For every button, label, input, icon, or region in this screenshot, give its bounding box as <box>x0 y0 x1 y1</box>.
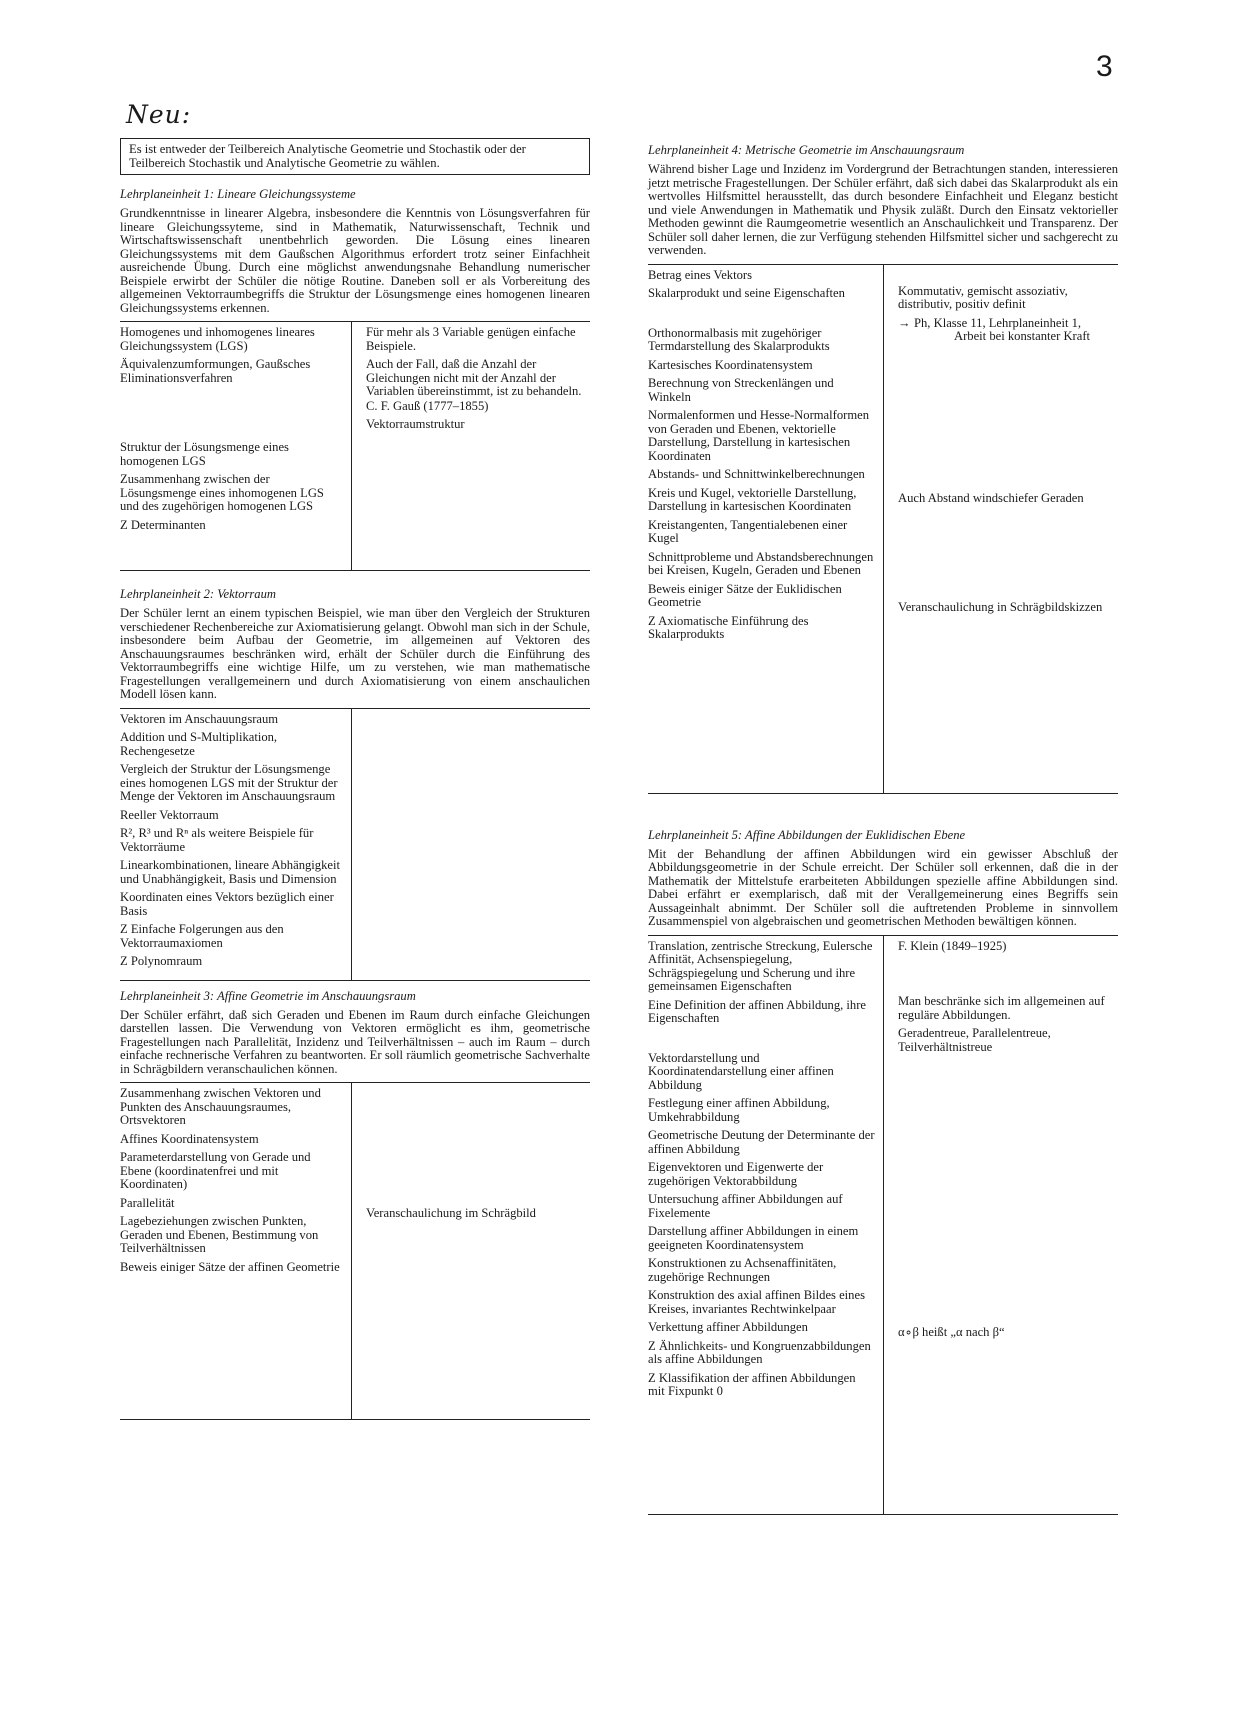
note-item: C. F. Gauß (1777–1855) <box>366 398 489 413</box>
list-item: R², R³ und Rⁿ als weitere Beispiele für Vektorräume <box>120 826 314 854</box>
list-item: Eine Definition der affinen Abbildung, ihre Eigenschaften <box>648 997 867 1025</box>
note-item: F. Klein (1849–1925) <box>898 938 1007 953</box>
list-item: Homogenes und inhomogenes lineares Gleichungssystem (LGS) <box>120 325 315 353</box>
list-item: Äquivalenzumformungen, Gaußsches Eliminationsverfahren <box>120 357 311 385</box>
content-column <box>120 1083 352 1419</box>
list-item: Lagebeziehungen zwischen Punkten, Geraden und Ebenen, Bestimmung von Teilverhältnissen <box>120 1214 319 1255</box>
notes-column <box>352 709 590 980</box>
list-item: Reeller Vektorraum <box>120 807 219 822</box>
list-item: Darstellung affiner Abbildungen in einem geeigneten Koordinatensystem <box>648 1224 859 1252</box>
unit-intro: Mit der Behandlung der affinen Abbildungen wird ein gewisser Abschluß der Abbildungsgeometrie in der Schule erreicht. Der Schüler soll erkennen, daß die in der Mathematik der Mittelstufe erarbeiteten Abbildungen spezielle affine Abbildungen sind. Dabei erfährt er exemplarisch, daß mit der Verallgemeinerung eines Begriffs sein Aussageinhalt abnimmt. Der Schüler soll die auftretenden Probleme in sinnvollem Zusammenspiel von algebraischen und geometrischen Methoden bewältigen können. <box>648 846 1118 928</box>
list-item: Geometrische Deutung der Determinante der affinen Abbildung <box>648 1128 875 1156</box>
list-item: Vektoren im Anschauungsraum <box>120 711 279 726</box>
list-item: Konstruktionen zu Achsenaffinitäten, zugehörige Rechnungen <box>648 1256 837 1284</box>
unit-intro: Grundkenntnisse in linearer Algebra, insbesondere die Kenntnis von Lösungsverfahren für lineare Gleichungssyteme, sind in Mathematik, Naturwissenschaft, Technik und Wirtschaftswissenschaft unentbehrlich geworden. Die Lösung eines linearen Gleichungssystems mit dem Gaußschen Algorithmus erfordert trotz seiner Einfachheit ausreichende Übung. Durch eine möglichst anwendungsnahe Behandlung numerischer Beispiele erwirbt der Schüler die nötige Routine. Daneben soll er als Vorbereitung des allgemeinen Vektorraumbegriffs die Struktur der Lösungsmenge eines homogenen linearen Gleichungssystems erkennen. <box>120 206 590 315</box>
unit-table <box>120 1083 590 1419</box>
note-item: Auch der Fall, daß die Anzahl der Gleichungen nicht mit der Anzahl der Variablen übereinstimmt, ist zu behandeln. <box>366 357 582 398</box>
note-item: Man beschränke sich im allgemeinen auf reguläre Abbildungen. <box>898 994 1105 1022</box>
unit-2 <box>120 587 590 981</box>
list-item: Z Polynomraum <box>120 954 203 968</box>
unit-intro: Der Schüler lernt an einem typischen Beispiel, wie man über den Vergleich der Strukturen verschiedener Rechenbereiche zur Axiomatisierung gelangt. Obwohl man sich in der Schule, insbesondere beim Aufbau der Geometrie, im allgemeinen auf Vektoren des Anschauungsraumes beschränken wird, erhält der Schüler durch die Einführung des Vektorraumbegriffs eine wichtige Hilfe, um zu verstehen, wie man mathematische Fragestellungen verallgemeinern und durch Axiomatisierung von einem anschaulichen Modell lösen kann. <box>120 606 590 701</box>
list-item: Struktur der Lösungsmenge eines homogenen LGS <box>120 440 289 468</box>
note-item: Veranschaulichung in Schrägbildskizzen <box>898 600 1103 614</box>
list-item: Abstands- und Schnittwinkelberechnungen <box>648 467 865 481</box>
unit-intro: Der Schüler erfährt, daß sich Geraden und Ebenen im Raum durch einfache Gleichungen darstellen lassen. Die Verwendung von Vektoren ermöglicht es ihm, geometrische Fragestellungen nach Parallelität, Inzidenz und Teilverhältnissen – auch im Raum – durch einfache rechnerische Verfahren zu beantworten. Er soll räumlich geometrische Sachverhalte in Schrägbildern veranschaulichen können. <box>120 1007 590 1076</box>
divider <box>120 1419 590 1420</box>
list-item: Kreistangenten, Tangentialebenen einer Kugel <box>648 517 848 545</box>
unit-title: Lehrplaneinheit 1: Lineare Gleichungssysteme <box>120 187 356 201</box>
list-item: Konstruktion des axial affinen Bildes eines Kreises, invariantes Rechtwinkelpaar <box>648 1288 865 1316</box>
list-item: Linearkombinationen, lineare Abhängigkeit und Unabhängigkeit, Basis und Dimension <box>120 858 340 886</box>
content-column <box>120 322 352 570</box>
list-item: Normalenformen und Hesse-Normalformen von Geraden und Ebenen, vektorielle Darstellung, Darstellung in kartesischen Koordinaten <box>648 408 870 463</box>
list-item: Addition und S-Multiplikation, Rechengesetze <box>120 730 278 758</box>
unit-5 <box>648 828 1118 1515</box>
note-item: Für mehr als 3 Variable genügen einfache Beispiele. <box>366 325 576 353</box>
arrow-icon: → <box>898 315 911 330</box>
list-item: Beweis einiger Sätze der affinen Geometrie <box>120 1259 340 1274</box>
list-item: Schnittprobleme und Abstandsberechnungen bei Kreisen, Kugeln, Geraden und Ebenen <box>648 549 874 577</box>
left-column <box>120 138 590 1420</box>
list-item: Vektordarstellung und Koordinatendarstellung einer affinen Abbildung <box>648 1050 834 1092</box>
unit-3 <box>120 989 590 1421</box>
right-column <box>648 143 1118 1515</box>
list-item: Zusammenhang zwischen der Lösungsmenge eines inhomogenen LGS und des zugehörigen homogenen LGS <box>120 472 324 513</box>
note-item: Geradentreue, Parallelentreue, Teilverhältnistreue <box>898 1026 1051 1054</box>
notes-column <box>884 936 1118 1514</box>
note-item: α∘β heißt „α nach β“ <box>898 1325 1005 1339</box>
list-item: Koordinaten eines Vektors bezüglich einer Basis <box>120 890 334 918</box>
list-item: Vergleich der Struktur der Lösungsmenge eines homogenen LGS mit der Struktur der Menge der Vektoren im Anschauungsraum <box>120 762 338 803</box>
list-item: Beweis einiger Sätze der Euklidischen Geometrie <box>648 581 842 609</box>
handwritten-note: Neu: <box>126 100 192 129</box>
note-item: Auch Abstand windschiefer Geraden <box>898 490 1084 505</box>
list-item: Betrag eines Vektors <box>648 267 752 282</box>
unit-4 <box>648 143 1118 794</box>
unit-title: Lehrplaneinheit 2: Vektorraum <box>120 587 277 601</box>
list-item: Z Axiomatische Einführung des Skalarprodukts <box>648 613 809 641</box>
list-item: Orthonormalbasis mit zugehöriger Termdarstellung des Skalarprodukts <box>648 325 830 353</box>
list-item: Eigenvektoren und Eigenwerte der zugehörigen Vektorabbildung <box>648 1160 824 1188</box>
note-item: Arbeit bei konstanter Kraft <box>954 329 1091 343</box>
list-item: Z Determinanten <box>120 517 206 532</box>
list-item: Parameterdarstellung von Gerade und Ebene (koordinatenfrei und mit Koordinaten) <box>120 1150 311 1191</box>
list-item: Affines Koordinatensystem <box>120 1131 259 1146</box>
unit-title: Lehrplaneinheit 4: Metrische Geometrie im Anschauungsraum <box>648 143 965 157</box>
list-item: Translation, zentrische Streckung, Eulersche Affinität, Achsenspiegelung, Schrägspiegelung und Scherung und ihre gemeinsamen Eigenschaften <box>648 938 873 993</box>
list-item: Kreis und Kugel, vektorielle Darstellung, Darstellung in kartesischen Koordinaten <box>648 485 857 513</box>
page-number: 3 <box>1096 50 1113 83</box>
notes-column <box>352 1083 590 1419</box>
list-item: Untersuchung affiner Abbildungen auf Fixelemente <box>648 1192 843 1220</box>
unit-table <box>120 709 590 981</box>
note-item: Veranschaulichung im Schrägbild <box>366 1206 536 1220</box>
list-item: Kartesisches Koordinatensystem <box>648 357 813 372</box>
content-column <box>120 709 352 980</box>
list-item: Z Klassifikation der affinen Abbildungen mit Fixpunkt 0 <box>648 1370 856 1398</box>
notice-box: Es ist entweder der Teilbereich Analytische Geometrie und Stochastik oder der Teilbereich Stochastik und Analytische Geometrie zu wählen. <box>120 138 590 175</box>
list-item: Verkettung affiner Abbildungen <box>648 1320 808 1334</box>
notes-column <box>352 322 590 570</box>
list-item: Skalarprodukt und seine Eigenschaften <box>648 286 845 300</box>
list-item: Parallelität <box>120 1195 175 1210</box>
unit-table <box>120 322 590 571</box>
unit-1 <box>120 187 590 571</box>
unit-title: Lehrplaneinheit 5: Affine Abbildungen der Euklidischen Ebene <box>648 827 966 842</box>
notes-column <box>884 265 1118 793</box>
unit-title: Lehrplaneinheit 3: Affine Geometrie im Anschauungsraum <box>120 988 416 1003</box>
note-item <box>898 317 1118 331</box>
cross-reference: Ph, Klasse 11, Lehrplaneinheit 1, <box>914 315 1082 330</box>
note-item: Vektorraumstruktur <box>366 417 465 431</box>
content-column <box>648 936 884 1514</box>
content-column <box>648 265 884 793</box>
list-item: Zusammenhang zwischen Vektoren und Punkten des Anschauungsraumes, Ortsvektoren <box>120 1086 321 1127</box>
note-item: Kommutativ, gemischt assoziativ, distributiv, positiv definit <box>898 283 1068 311</box>
unit-table <box>648 936 1118 1515</box>
unit-intro: Während bisher Lage und Inzidenz im Vordergrund der Betrachtungen standen, interessieren jetzt metrische Fragestellungen. Der Schüler erfährt, daß sich dabei das Skalarprodukt als ein wertvolles Hilfsmittel herausstellt, das durch besondere Einfachheit und Eleganz besticht und viele Anwendungen in Mathematik und Physik zuläßt. Durch den Einsatz vektorieller Methoden gewinnt die Raumgeometrie wesentlich an Anschaulichkeit und Transparenz. Der Schüler soll daher lernen, die zur Verfügung stehenden Hilfsmittel sicher und sachgerecht zu verwenden. <box>648 162 1118 257</box>
list-item: Festlegung einer affinen Abbildung, Umkehrabbildung <box>648 1096 830 1124</box>
list-item: Berechnung von Streckenlängen und Winkeln <box>648 376 834 404</box>
list-item: Z Ähnlichkeits- und Kongruenzabbildungen als affine Abbildungen <box>648 1338 871 1366</box>
unit-table <box>648 265 1118 794</box>
list-item: Z Einfache Folgerungen aus den Vektorraumaxiomen <box>120 922 284 950</box>
